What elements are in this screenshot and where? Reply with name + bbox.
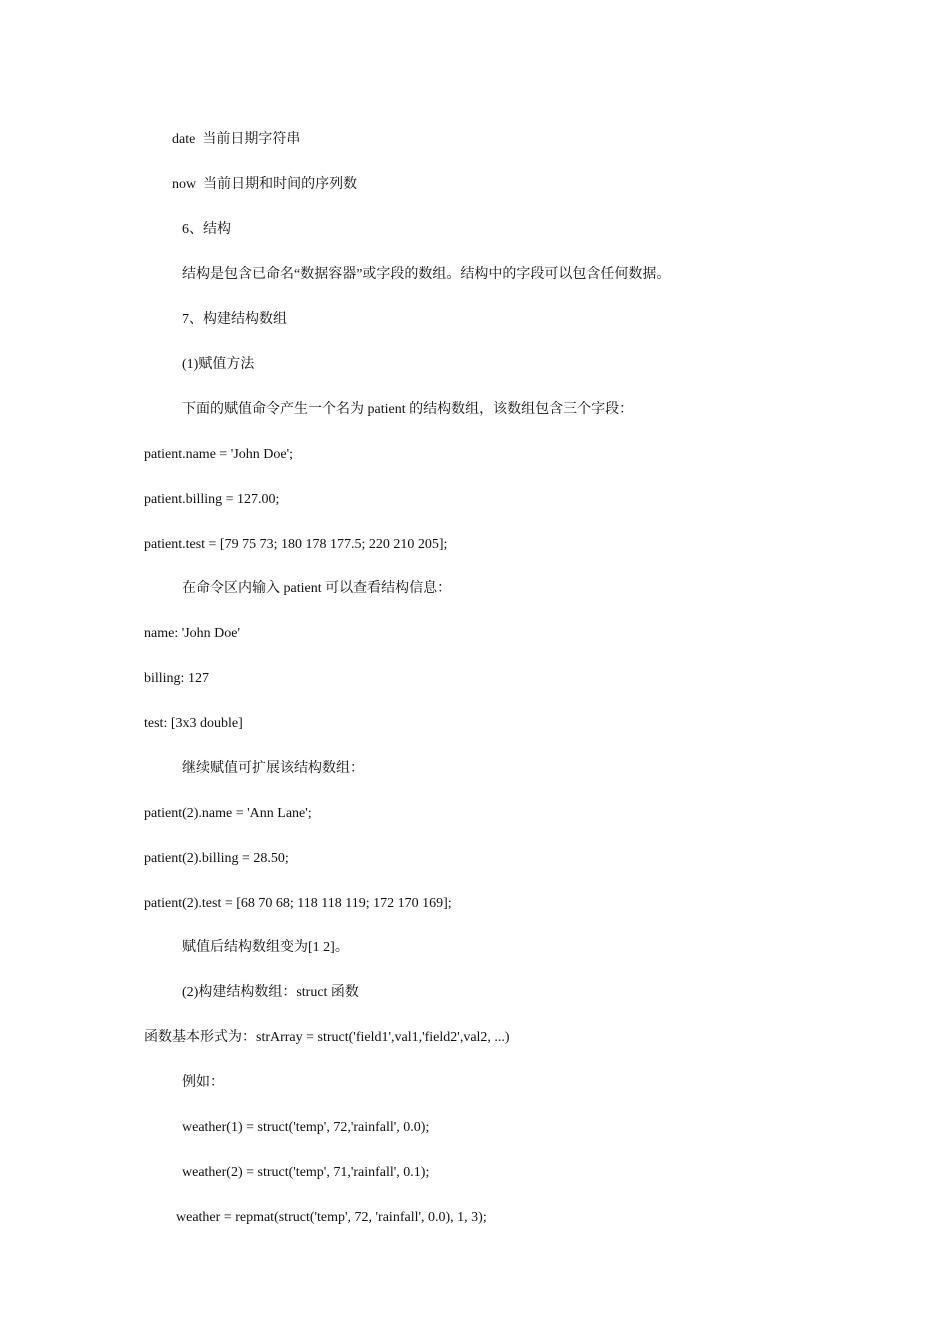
code-line-patient-test: patient.test = [79 75 73; 180 178 177.5; 220 210 205]; (144, 537, 448, 552)
paragraph-assignment-intro: 下面的赋值命令产生一个名为 patient 的结构数组，该数组包含三个字段： (182, 402, 634, 417)
paragraph-structure-definition: 结构是包含已命名“数据容器”或字段的数组。结构中的字段可以包含任何数据。 (182, 267, 671, 282)
output-line-test: test: [3x3 double] (144, 716, 243, 731)
paragraph-extend-array: 继续赋值可扩展该结构数组： (182, 761, 364, 776)
subheading-struct-function: (2)构建结构数组：struct 函数 (182, 985, 359, 1000)
output-line-name: name: 'John Doe' (144, 626, 241, 641)
code-line-weather1: weather(1) = struct('temp', 72,'rainfall', 0.0); (182, 1120, 430, 1135)
code-line-patient-name: patient.name = 'John Doe'; (144, 447, 294, 462)
paragraph-view-struct-info: 在命令区内输入 patient 可以查看结构信息： (182, 581, 452, 596)
code-line-weather2: weather(2) = struct('temp', 71,'rainfall', 0.1); (182, 1165, 430, 1180)
code-line-patient2-billing: patient(2).billing = 28.50; (144, 851, 289, 866)
code-line-patient-billing: patient.billing = 127.00; (144, 492, 280, 507)
code-line-weather-repmat: weather = repmat(struct('temp', 72, 'rainfall', 0.0), 1, 3); (176, 1210, 487, 1225)
subheading-assignment-method: (1)赋值方法 (182, 357, 255, 372)
code-line-patient2-name: patient(2).name = 'Ann Lane'; (144, 806, 312, 821)
code-line-patient2-test: patient(2).test = [68 70 68; 118 118 119; 172 170 169]; (144, 896, 452, 911)
section-heading-structure: 6、结构 (182, 222, 231, 237)
paragraph-struct-syntax: 函数基本形式为：strArray = struct('field1',val1,'field2',val2, ...) (144, 1030, 510, 1045)
section-heading-build-struct-array: 7、构建结构数组 (182, 312, 287, 327)
paragraph-example-label: 例如： (182, 1075, 224, 1090)
text-line-date: date 当前日期字符串 (172, 132, 301, 147)
output-line-billing: billing: 127 (144, 671, 209, 686)
paragraph-array-size: 赋值后结构数组变为[1 2]。 (182, 940, 349, 955)
text-line-now: now 当前日期和时间的序列数 (172, 177, 358, 192)
